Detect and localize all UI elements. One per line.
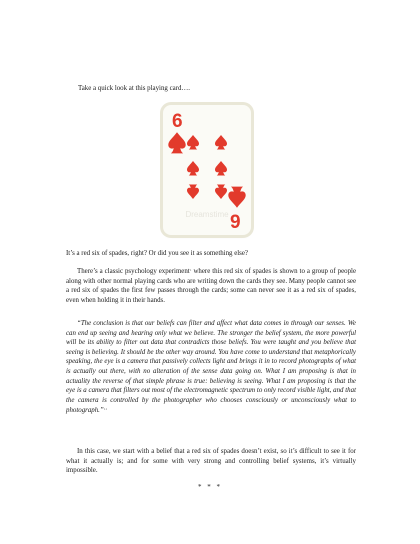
spade-pip-icons xyxy=(187,135,227,199)
footnote-marker[interactable]: 11 xyxy=(103,407,108,412)
intro-text: Take a quick look at this playing card…. xyxy=(78,85,191,92)
footnote-marker[interactable]: 1 xyxy=(189,268,192,272)
quote-text: “The conclusion is that our beliefs can filter and affect what data comes in through our senses. We can end up seeing and hearing only what we believe. The stronger the belief system, the more powerful will be its ability to filter out data that contradicts those beliefs. You were taught and you believe that seeing is believing. It should be the other way around. You have come to understand that metaphorically speaking, the eye is a camera that passively collects light and brings it in to record photographs of what is actually out there, with no alteration of the sense data going on. What I am proposing is that in actuality the reverse of that simple phrase is true: believing is seeing. What I am proposing is that the eye is a camera that filters out most of the electromagnetic spectrum to only record visible light, and that the camera is controlled by the photographer who chooses consciously or unconsciously what to photograph.” xyxy=(66,320,356,415)
experiment-paragraph xyxy=(66,266,356,305)
pip-spade-icon xyxy=(215,135,227,150)
pip-spade-icon xyxy=(187,161,199,176)
card-rank-bottom: 9 xyxy=(230,212,241,233)
pip-spade-icon xyxy=(187,185,199,200)
paragraph-text: There’s a classic psychology experiment xyxy=(77,268,190,275)
card-rank-top: 6 xyxy=(172,111,183,132)
pip-spade-icon xyxy=(215,185,227,200)
corner-spade-icon xyxy=(168,132,185,153)
playing-card-figure xyxy=(160,101,256,239)
corner-spade-icon-bottom xyxy=(228,187,245,208)
block-quote xyxy=(66,319,356,416)
card-face xyxy=(163,105,251,235)
paragraph-text: where this red six of spades is shown to a group of people along with other normal playing cards who are writing down the cards they see. Many people cannot see a red six of spades the first few passes through the cards; some can never see it as a red six of spades, even when holding it in their hands. xyxy=(66,268,356,304)
pip-spade-icon xyxy=(215,161,227,176)
card-watermark: Dreamstime xyxy=(185,210,229,219)
conclusion-paragraph: In this case, we start with a belief that a red six of spades doesn’t exist, so it’s difficult to see it for what it actually is; and for some with very strong and controlling belief systems, it’s virtually impossible. xyxy=(66,448,356,475)
pip-spade-icon xyxy=(187,135,199,150)
section-separator: * * * xyxy=(198,483,222,491)
question-text: It’s a red six of spades, right? Or did you see it as something else? xyxy=(66,250,248,257)
red-six-of-spades-card xyxy=(163,105,251,235)
